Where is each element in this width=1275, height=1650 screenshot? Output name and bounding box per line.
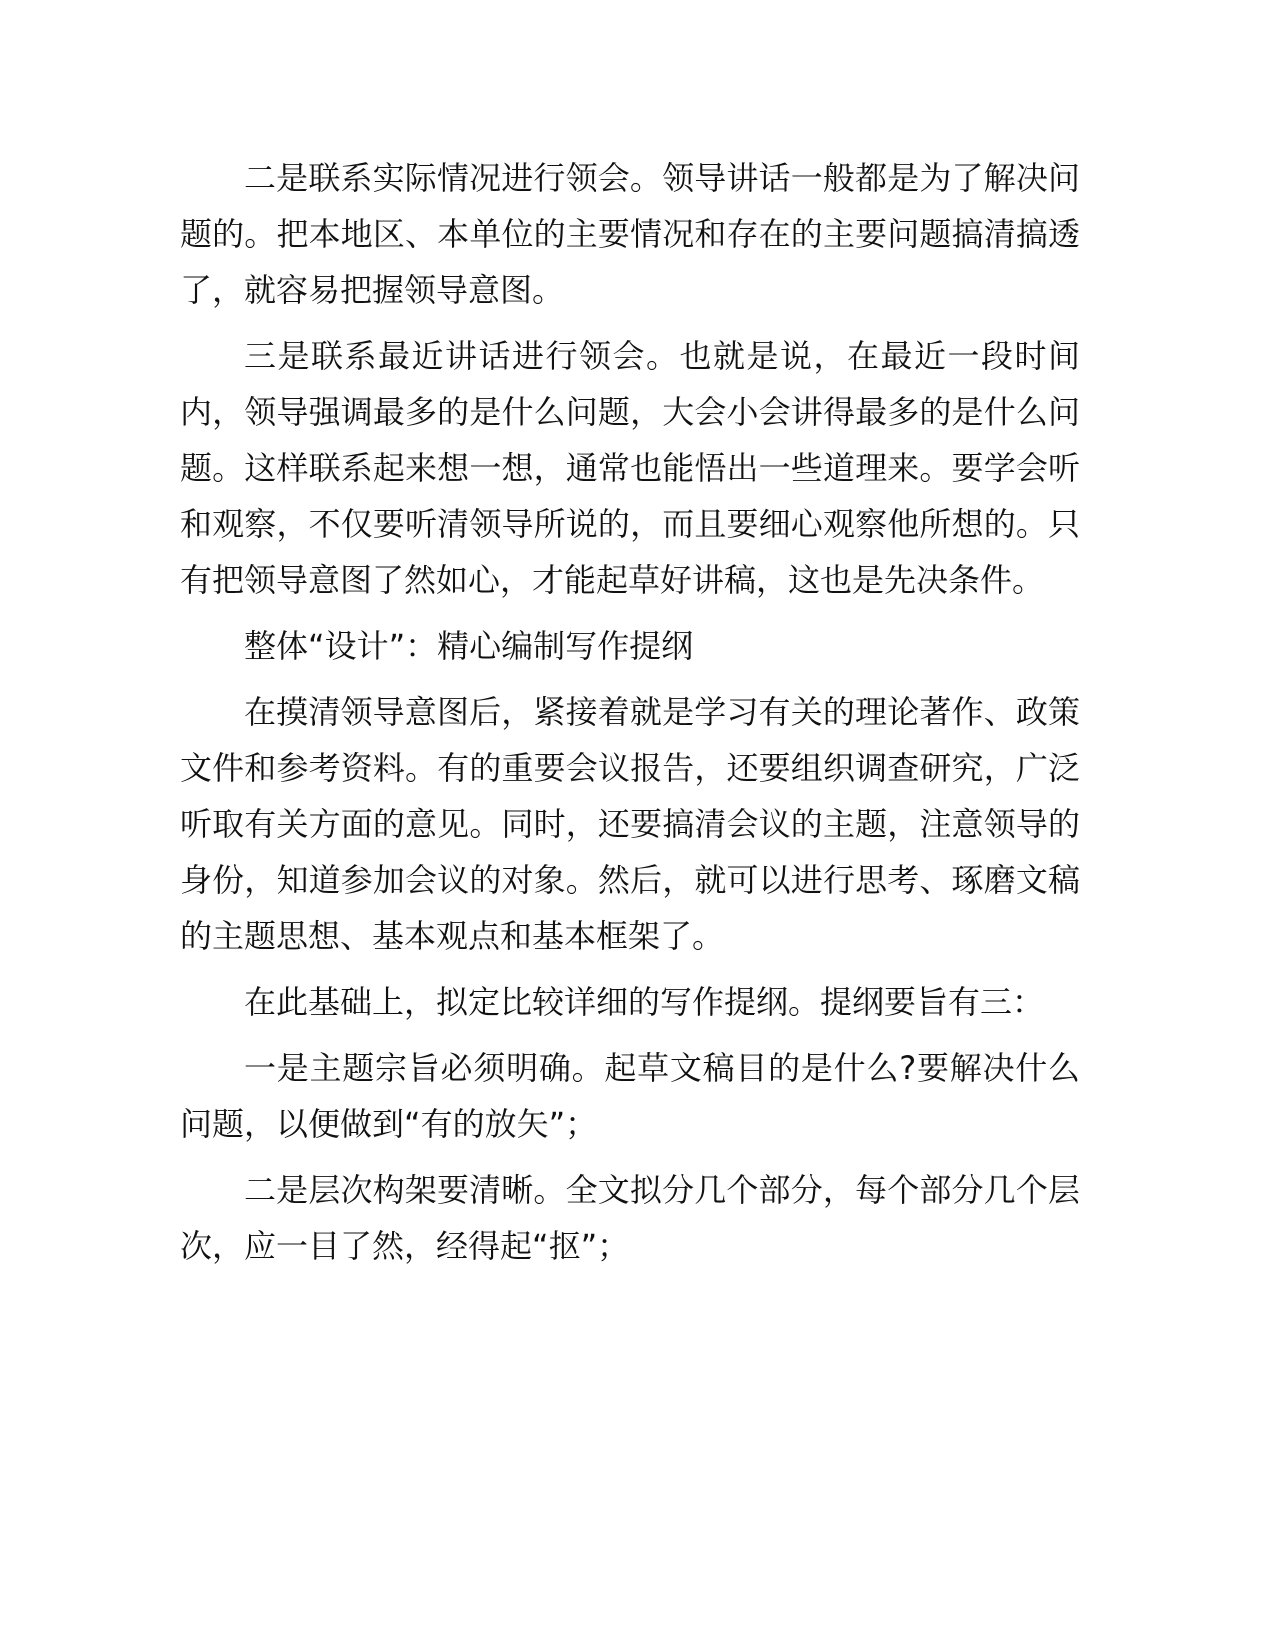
paragraph-6: 二是层次构架要清晰。全文拟分几个部分，每个部分几个层次，应一目了然，经得起“抠”；	[180, 1171, 1080, 1265]
document-page	[180, 150, 1080, 1284]
paragraph-3: 在摸清领导意图后，紧接着就是学习有关的理论著作、政策文件和参考资料。有的重要会议报告，还要组织调查研究，广泛听取有关方面的意见。同时，还要搞清会议的主题，注意领导的身份，知道参加会议的对象。然后，就可以进行思考、琢磨文稿的主题思想、基本观点和基本框架了。	[180, 693, 1080, 955]
paragraph-4: 在此基础上，拟定比较详细的写作提纲。提纲要旨有三：	[244, 983, 1045, 1021]
paragraph-5: 一是主题宗旨必须明确。起草文稿目的是什么?要解决什么问题，以便做到“有的放矢”；	[180, 1049, 1080, 1143]
paragraph-2: 三是联系最近讲话进行领会。也就是说，在最近一段时间内，领导强调最多的是什么问题，大会小会讲得最多的是什么问题。这样联系起来想一想，通常也能悟出一些道理来。要学会听和观察，不仅要听清领导所说的，而且要细心观察他所想的。只有把领导意图了然如心，才能起草好讲稿，这也是先决条件。	[180, 337, 1080, 599]
section-heading: 整体“设计”：精心编制写作提纲	[244, 627, 694, 665]
paragraph-1: 二是联系实际情况进行领会。领导讲话一般都是为了解决问题的。把本地区、本单位的主要情况和存在的主要问题搞清搞透了，就容易把握领导意图。	[180, 159, 1080, 309]
